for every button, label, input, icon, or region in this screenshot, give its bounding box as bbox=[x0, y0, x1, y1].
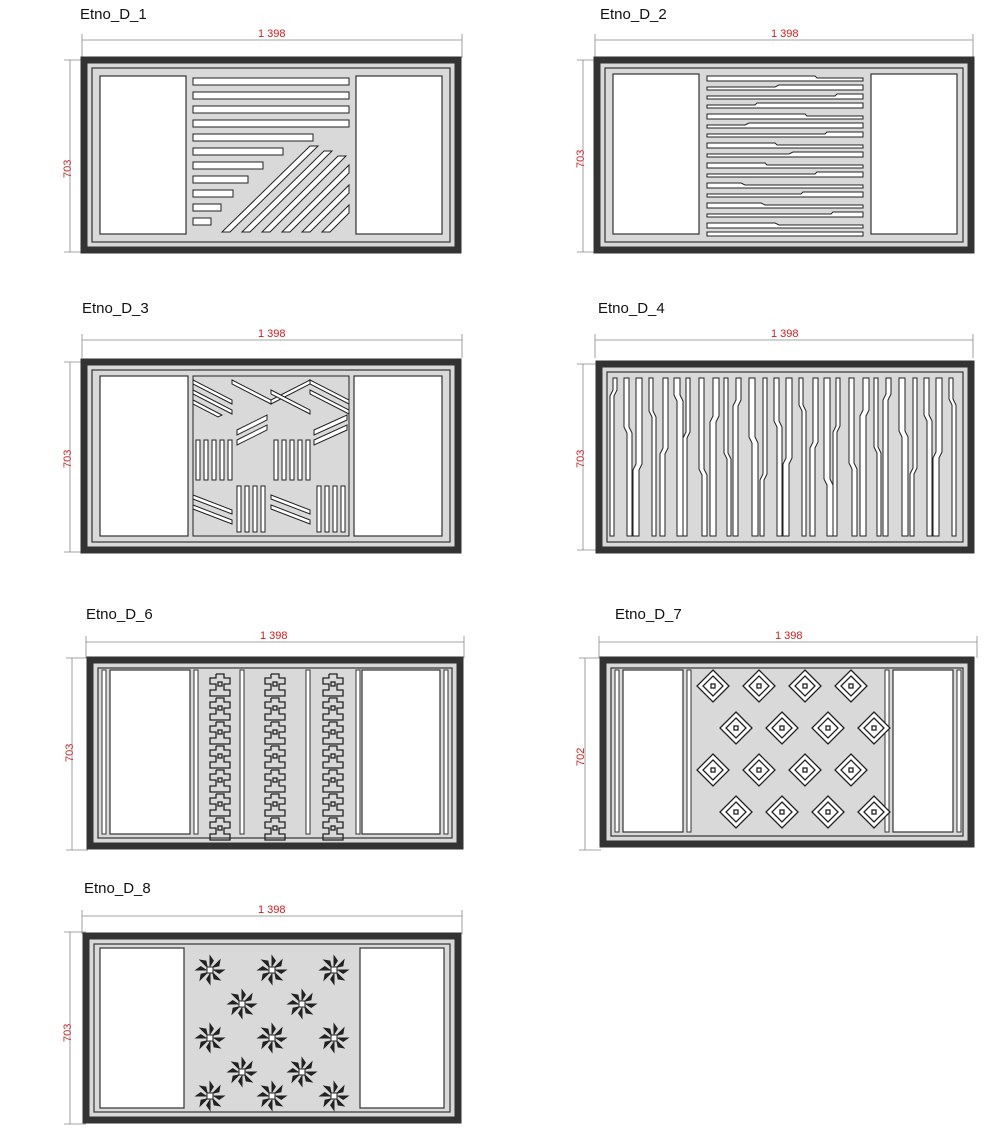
panel-title: Etno_D_8 bbox=[84, 880, 151, 897]
panel-title: Etno_D_3 bbox=[82, 300, 149, 317]
height-dimension: 703 bbox=[62, 1023, 74, 1042]
right-opening bbox=[356, 76, 442, 234]
panel-etno-d-1 bbox=[62, 6, 492, 266]
cube-pattern bbox=[193, 376, 349, 536]
width-dimension: 1 398 bbox=[258, 28, 286, 40]
star-ornament-pattern bbox=[188, 948, 356, 1110]
width-dimension: 1 398 bbox=[771, 28, 799, 40]
width-dimension: 1 398 bbox=[771, 328, 799, 340]
panel-etno-d-3 bbox=[62, 300, 492, 560]
panel-title: Etno_D_2 bbox=[600, 6, 667, 23]
panel-etno-d-8 bbox=[62, 880, 492, 1140]
height-dimension: 703 bbox=[62, 449, 74, 468]
panel-title: Etno_D_1 bbox=[80, 6, 147, 23]
panel-title: Etno_D_7 bbox=[615, 606, 682, 623]
panel-drawing bbox=[575, 606, 1000, 866]
height-dimension: 703 bbox=[575, 149, 587, 168]
panel-title: Etno_D_6 bbox=[86, 606, 153, 623]
panel-etno-d-4 bbox=[575, 300, 1000, 560]
height-dimension: 702 bbox=[575, 747, 587, 766]
width-dimension: 1 398 bbox=[258, 328, 286, 340]
panel-etno-d-6 bbox=[62, 606, 492, 866]
height-dimension: 703 bbox=[62, 159, 74, 178]
panel-etno-d-2 bbox=[575, 6, 1000, 266]
panel-etno-d-7 bbox=[575, 606, 1000, 866]
panel-drawing bbox=[62, 300, 492, 560]
height-dimension: 703 bbox=[64, 743, 76, 762]
diamond-ornament-pattern bbox=[697, 670, 890, 832]
width-dimension: 1 398 bbox=[260, 630, 288, 642]
panel-drawing bbox=[62, 880, 492, 1140]
panel-drawing bbox=[62, 6, 492, 266]
panel-title: Etno_D_4 bbox=[598, 300, 665, 317]
width-dimension: 1 398 bbox=[775, 630, 803, 642]
height-dimension: 703 bbox=[575, 449, 587, 468]
panel-drawing bbox=[62, 606, 492, 866]
panel-drawing bbox=[575, 6, 1000, 266]
left-opening bbox=[100, 76, 186, 234]
width-dimension: 1 398 bbox=[258, 904, 286, 916]
panel-drawing bbox=[575, 300, 1000, 560]
